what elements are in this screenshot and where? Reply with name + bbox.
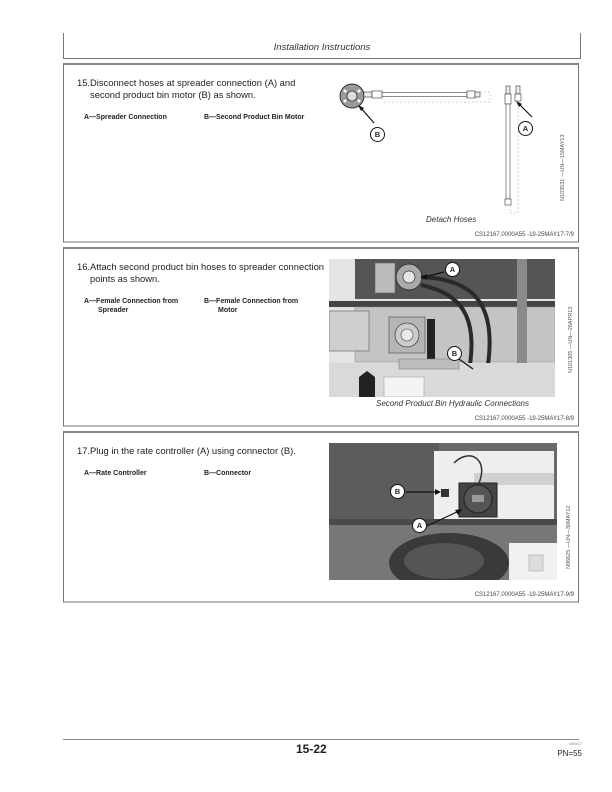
legend-item-b: B—Second Product Bin Motor	[204, 114, 305, 121]
step-number: 16.	[77, 261, 91, 272]
footer-divider	[63, 739, 579, 740]
step-17-section	[63, 431, 579, 603]
reference-code: CS12167,0000A55 -19-25MAY17-8/9	[474, 416, 574, 422]
legend-item-b: B—Connector	[204, 470, 252, 477]
step-instruction	[77, 77, 327, 101]
callout-a: A	[445, 262, 460, 277]
callout-a: A	[518, 121, 533, 136]
legend-item-a: A—Female Connection from Spreader	[84, 298, 179, 314]
step-text: Plug in the rate controller (A) using connector (B).	[90, 445, 296, 456]
callout-b: B	[370, 127, 385, 142]
step-text: Disconnect hoses at spreader connection (A) and second product bin motor (B) as shown.	[90, 77, 296, 100]
step-instruction	[77, 261, 327, 285]
detach-hoses-figure	[334, 73, 534, 223]
legend-item-b: B—Female Connection from Motor	[204, 298, 299, 314]
figure-caption: Second Product Bin Hydraulic Connections	[376, 399, 529, 408]
figure-id: N103531 —UN—15MAY13	[560, 134, 566, 201]
step-15-section	[63, 63, 579, 243]
step-16-section	[63, 247, 579, 427]
legend-item-a: A—Rate Controller	[84, 470, 147, 477]
reference-code: CS12167,0000A55 -19-25MAY17-9/9	[474, 592, 574, 598]
figure-caption: Detach Hoses	[426, 215, 477, 224]
hose-line-drawing	[334, 73, 534, 223]
rate-controller-render	[329, 443, 557, 580]
footer-code: 050517	[568, 741, 582, 746]
reference-code: CS12167,0000A55 -19-25MAY17-7/9	[474, 232, 574, 238]
hydraulic-connections-photo	[329, 259, 555, 397]
step-number: 17.	[77, 445, 91, 456]
rate-controller-photo	[329, 443, 557, 580]
page-header	[63, 33, 581, 59]
pn-number: PN=55	[557, 749, 582, 758]
step-number: 15.	[77, 77, 91, 88]
step-text: Attach second product bin hoses to spreader connection points as shown.	[90, 261, 325, 284]
page-number: 15-22	[296, 742, 327, 756]
callout-a: A	[412, 518, 427, 533]
legend-item-a: A—Spreader Connection	[84, 114, 167, 121]
callout-b: B	[447, 346, 462, 361]
figure-id: N101305 —UN—26APR13	[568, 306, 574, 373]
header-title: Installation Instructions	[273, 42, 371, 53]
callout-b: B	[390, 484, 405, 499]
hydraulic-render	[329, 259, 555, 397]
figure-id: N96625 —UN—30MAY12	[566, 505, 572, 569]
